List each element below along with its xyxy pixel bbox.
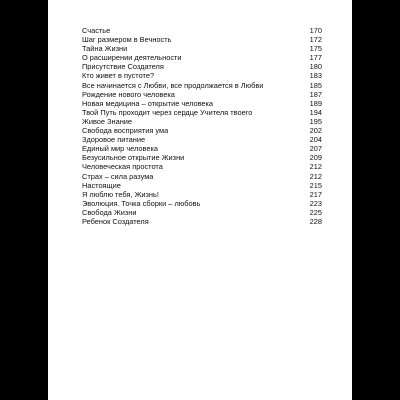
toc-entry-title: Кто живет в пустоте?	[82, 71, 155, 81]
toc-entry-title: Рождение нового человека	[82, 89, 175, 99]
toc-entry	[82, 135, 322, 144]
toc-entry-page-number: 215	[309, 180, 322, 190]
toc-entry-title: Все начинается с Любви, все продолжается в Любви	[82, 80, 264, 90]
toc-entry-page-number: 194	[309, 107, 322, 117]
toc-entry-title: Живое Знание	[82, 116, 133, 126]
toc-entry	[82, 99, 322, 108]
toc-entry-page-number: 180	[309, 62, 322, 72]
toc-entry-page-number: 183	[309, 71, 322, 81]
toc-entry	[82, 181, 322, 190]
toc-entry	[82, 44, 322, 53]
toc-entry-title: Человеческая простота	[82, 162, 163, 172]
toc-entry-title: Присутствие Создателя	[82, 62, 164, 72]
toc-entry-title: Шаг размером в Вечность	[82, 35, 172, 45]
toc-entry-page-number: 189	[309, 98, 322, 108]
toc-entry-title: Единый мир человека	[82, 144, 158, 154]
toc-entry-page-number: 187	[309, 89, 322, 99]
book-page	[48, 0, 352, 400]
toc-entry-title: Свобода Жизни	[82, 207, 137, 217]
toc-entry-title: Твой Путь проходит через сердце Учителя твоего	[82, 107, 253, 117]
toc-entry	[82, 26, 322, 35]
toc-entry	[82, 108, 322, 117]
toc-entry-title: Эволюция. Точка сборки – любовь	[82, 198, 201, 208]
toc-entry	[82, 162, 322, 171]
toc-entry-page-number: 223	[309, 198, 322, 208]
toc-entry	[82, 35, 322, 44]
toc-entry-title: Свобода восприятия ума	[82, 126, 169, 136]
toc-entry	[82, 90, 322, 99]
toc-entry-title: Я люблю тебя, Жизнь!	[82, 189, 159, 199]
toc-entry-page-number: 207	[309, 144, 322, 154]
toc-entry-title: Ребенок Создателя	[82, 216, 149, 226]
toc-entry-page-number: 172	[309, 35, 322, 45]
toc-entry	[82, 172, 322, 181]
toc-entry	[82, 153, 322, 162]
toc-entry-page-number: 225	[309, 207, 322, 217]
toc-entry	[82, 53, 322, 62]
toc-entry-page-number: 195	[309, 116, 322, 126]
toc-entry-page-number: 185	[309, 80, 322, 90]
toc-entry-title: Настоящие	[82, 180, 121, 190]
toc-entry	[82, 71, 322, 80]
toc-entry-title: О расширении деятельности	[82, 53, 182, 63]
toc-entry-title: Безусильное открытие Жизни	[82, 153, 185, 163]
toc-entry-page-number: 228	[309, 216, 322, 226]
toc-entry	[82, 190, 322, 199]
toc-entry	[82, 117, 322, 126]
toc-entry	[82, 126, 322, 135]
toc-entry	[82, 208, 322, 217]
toc-entry	[82, 81, 322, 90]
table-of-contents	[82, 26, 322, 226]
toc-entry-title: Тайна Жизни	[82, 44, 128, 54]
toc-entry-title: Здоровое питание	[82, 135, 146, 145]
toc-entry-title: Новая медицина – открытие человека	[82, 98, 214, 108]
toc-entry-page-number: 209	[309, 153, 322, 163]
toc-entry-page-number: 212	[309, 171, 322, 181]
toc-entry-page-number: 217	[309, 189, 322, 199]
toc-entry	[82, 62, 322, 71]
toc-entry	[82, 199, 322, 208]
toc-entry-page-number: 202	[309, 126, 322, 136]
toc-entry-page-number: 212	[309, 162, 322, 172]
toc-entry	[82, 217, 322, 226]
toc-entry	[82, 144, 322, 153]
toc-entry-page-number: 204	[309, 135, 322, 145]
toc-entry-page-number: 170	[309, 26, 322, 35]
toc-entry-title: Счастье	[82, 26, 111, 35]
toc-entry-page-number: 175	[309, 44, 322, 54]
toc-entry-title: Страх – сила разума	[82, 171, 154, 181]
toc-entry-page-number: 177	[309, 53, 322, 63]
